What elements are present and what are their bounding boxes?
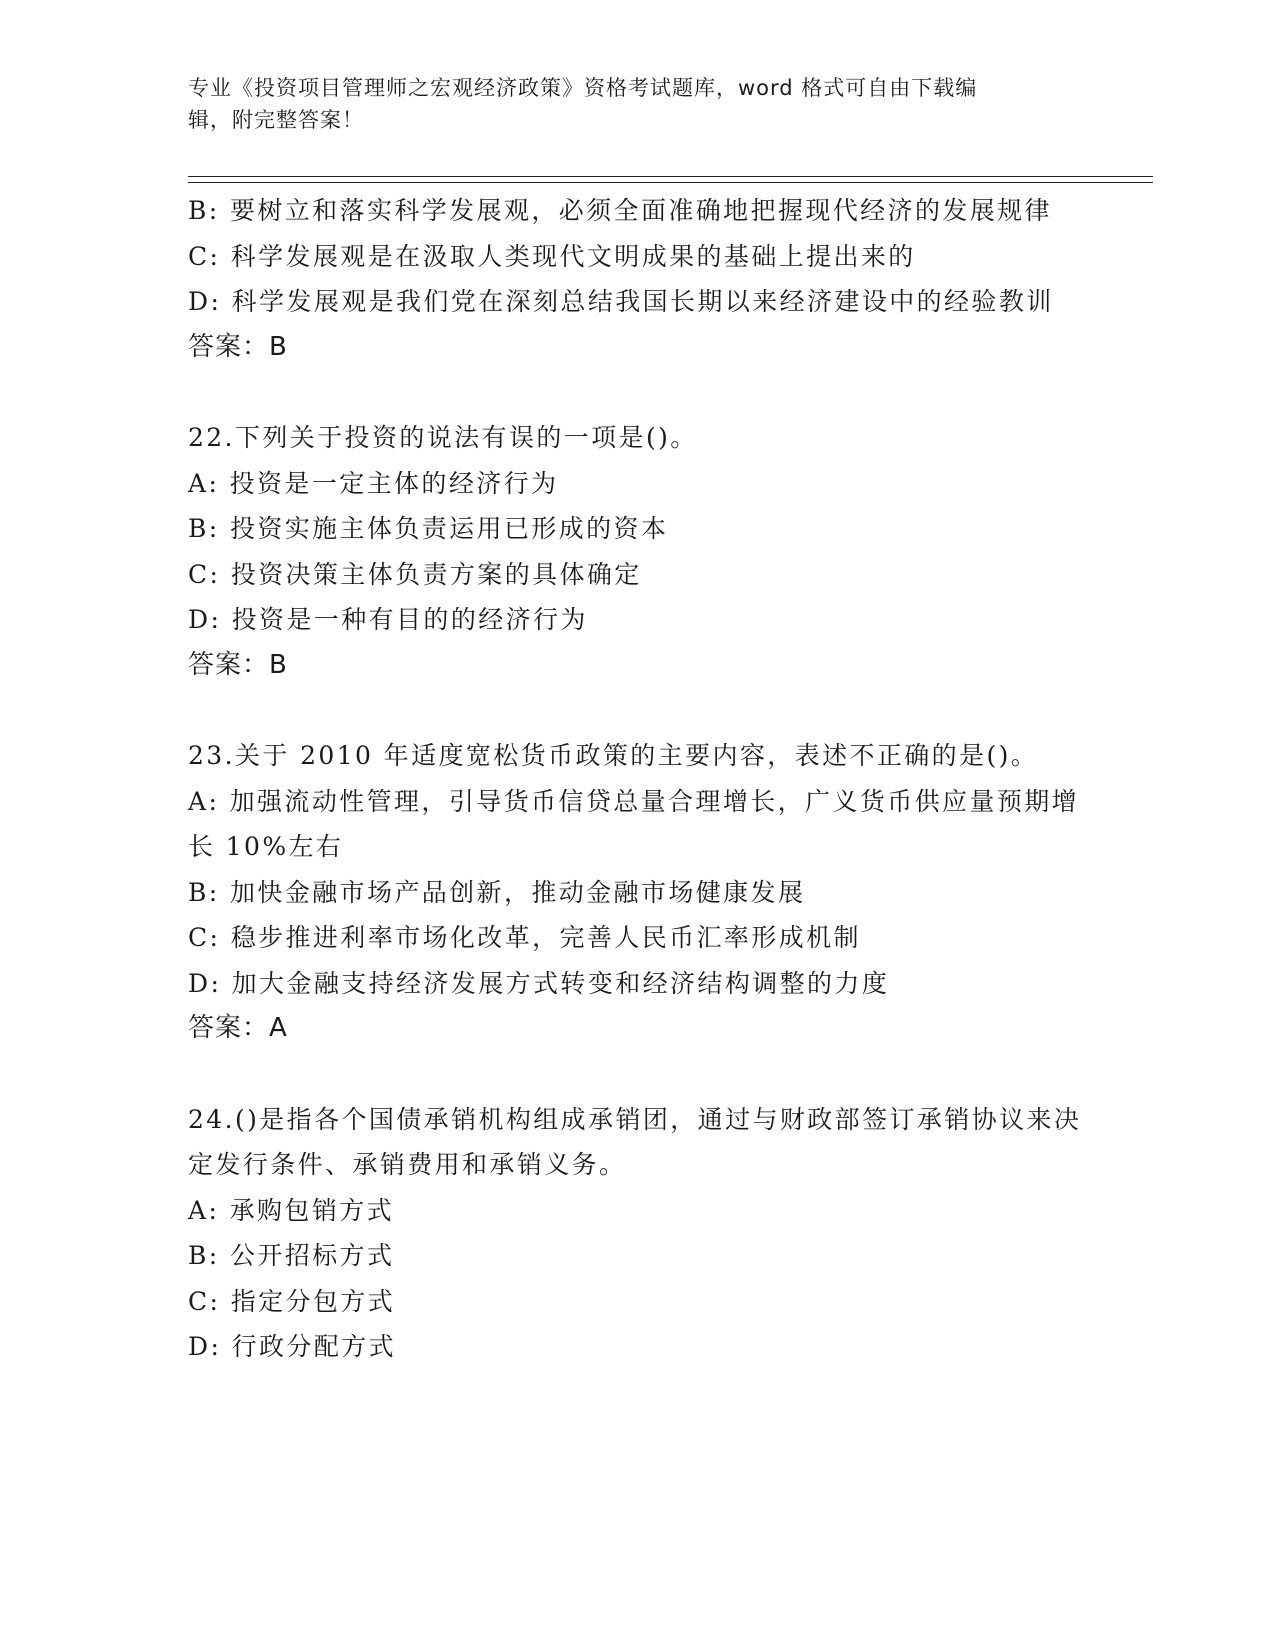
q22-option-c: C: 投资决策主体负责方案的具体确定	[188, 559, 642, 589]
q24-question: 24.()是指各个国债承销机构组成承销团，通过与财政部签订承销协议来决定发行条件、承销费用和承销义务。	[188, 1104, 1082, 1179]
spacer	[188, 688, 1088, 733]
question-22	[188, 415, 1088, 688]
spacer	[188, 1052, 1088, 1097]
q22-option-b: B: 投资实施主体负责运用已形成的资本	[188, 514, 669, 543]
q24-option-d: D: 行政分配方式	[188, 1332, 397, 1361]
q23-answer: 答案：A	[188, 1013, 288, 1043]
q21-option-c: C: 科学发展观是在汲取人类现代文明成果的基础上提出来的	[188, 241, 916, 271]
q23-option-c: C: 稳步推进利率市场化改革，完善人民币汇率形成机制	[188, 923, 861, 952]
header-divider-bottom	[188, 182, 1153, 183]
header-line-2: 辑，附完整答案！	[188, 108, 364, 132]
question-21	[188, 188, 1088, 370]
q23-option-a: A: 加强流动性管理，引导货币信贷总量合理增长，广义货币供应量预期增长 10%左右	[188, 786, 1080, 861]
q22-answer: 答案：B	[188, 649, 288, 680]
document-header	[188, 72, 1088, 136]
q21-option-d: D: 科学发展观是我们党在深刻总结我国长期以来经济建设中的经验教训	[188, 287, 1054, 316]
q22-option-a: A: 投资是一定主体的经济行为	[188, 468, 559, 498]
header-line-1: 专业《投资项目管理师之宏观经济政策》资格考试题库，word 格式可自由下载编	[188, 76, 978, 100]
question-content	[188, 188, 1088, 1370]
q23-option-b: B: 加快金融市场产品创新，推动金融市场健康发展	[188, 877, 806, 907]
q24-option-c: C: 指定分包方式	[188, 1286, 396, 1316]
spacer	[188, 370, 1088, 415]
question-23	[188, 733, 1088, 1052]
header-divider-top	[188, 176, 1153, 177]
q23-question: 23.关于 2010 年适度宽松货币政策的主要内容，表述不正确的是()。	[188, 741, 1039, 770]
q22-option-d: D: 投资是一种有目的的经济行为	[188, 605, 588, 634]
q22-question: 22.下列关于投资的说法有误的一项是()。	[188, 423, 698, 452]
q24-option-b: B: 公开招标方式	[188, 1241, 395, 1270]
question-24	[188, 1097, 1088, 1370]
q21-option-b: B: 要树立和落实科学发展观，必须全面准确地把握现代经济的发展规律	[188, 196, 1052, 225]
q24-option-a: A: 承购包销方式	[188, 1195, 395, 1225]
q21-answer: 答案：B	[188, 331, 288, 362]
q23-option-d: D: 加大金融支持经济发展方式转变和经济结构调整的力度	[188, 968, 890, 998]
